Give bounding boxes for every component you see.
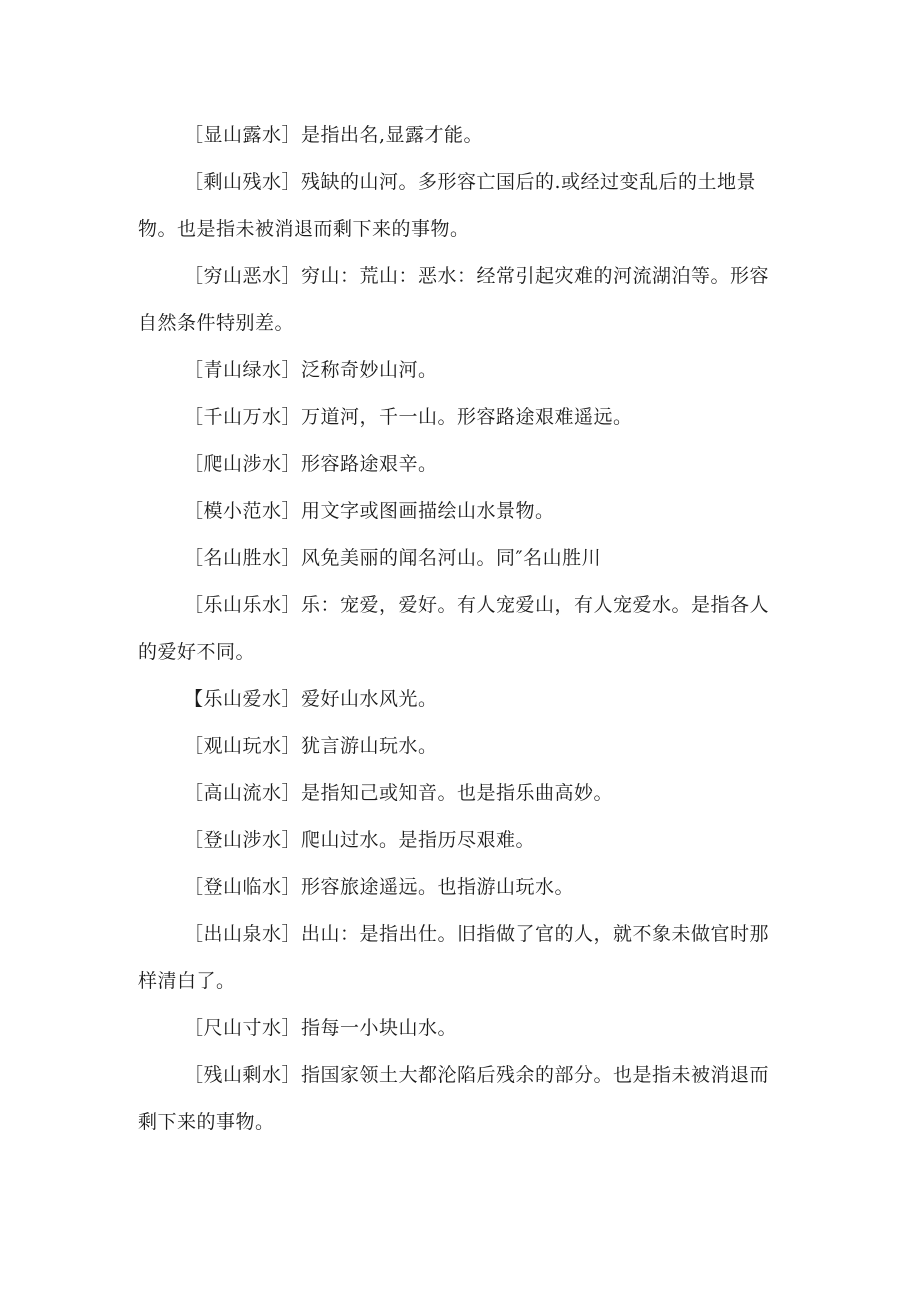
entry-chu-shan-quan-shui: ［出山泉水］出山：是指出仕。旧指做了官的人，就不象未做官时那样清白了。	[138, 923, 770, 992]
entry-guan-shan-wan-shui: ［观山玩水］犹言游山玩水。	[184, 735, 438, 757]
entry-deng-shan-she-shui: ［登山涉水］爬山过水。是指历尽艰难。	[184, 829, 536, 851]
entry-list	[138, 112, 786, 1146]
entry-chi-shan-cun-shui: ［尺山寸水］指每一小块山水。	[184, 1017, 458, 1039]
entry-deng-shan-lin-shui: ［登山临水］形容旅途遥远。也指游山玩水。	[184, 876, 575, 898]
entry-mo-xiao-fan-shui: ［模小范水］用文字或图画描绘山水景物。	[184, 500, 555, 522]
entry-sheng-shan-can-shui: ［剩山残水］残缺的山河。多形容亡国后的.或经过变乱后的土地景物。也是指未被消退而剩下来的事物。	[138, 171, 757, 240]
entry-can-shan-sheng-shui: ［残山剩水］指国家领土大都沦陷后残余的部分。也是指未被消退而剩下来的事物。	[138, 1064, 770, 1133]
entry-qiong-shan-e-shui: ［穷山恶水］穷山：荒山：恶水：经常引起灾难的河流湖泊等。形容自然条件特别差。	[138, 265, 770, 334]
entry-gao-shan-liu-shui: ［高山流水］是指知己或知音。也是指乐曲高妙。	[184, 782, 614, 804]
entry-le-shan-ai-shui: 【乐山爱水］爱好山水风光。	[184, 688, 438, 710]
entry-le-shan-le-shui: ［乐山乐水］乐：宠爱，爱好。有人宠爱山，有人宠爱水。是指各人的爱好不同。	[138, 594, 770, 663]
entry-qian-shan-wan-shui: ［千山万水］万道河，千一山。形容路途艰难遥远。	[184, 406, 633, 428]
entry-pa-shan-she-shui: ［爬山涉水］形容路途艰辛。	[184, 453, 438, 475]
entry-xian-shan-lu-shui: ［显山露水］是指出名,显露才能。	[184, 124, 484, 146]
entry-qing-shan-lv-shui: ［青山绿水］泛称奇妙山河。	[184, 359, 438, 381]
entry-ming-shan-sheng-shui: ［名山胜水］风免美丽的闻名河山。同″名山胜川	[184, 547, 602, 569]
